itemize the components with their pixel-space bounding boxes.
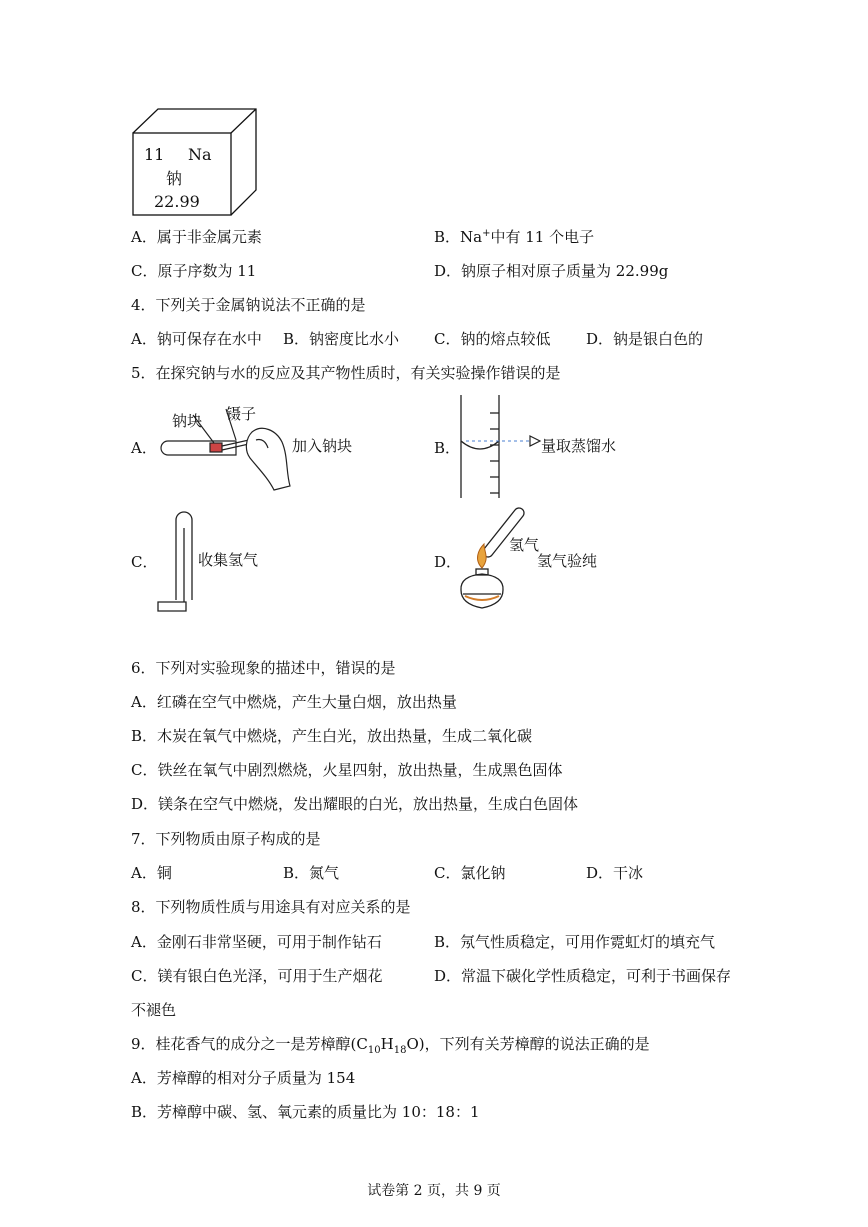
q3-option-c: C．原子序数为 11 [131, 262, 257, 280]
q5-option-c-letter: C． [131, 553, 158, 571]
q4-option-a: A．钠可保存在水中 [131, 330, 262, 348]
q5-stem: 5．在探究钠与水的反应及其产物性质时，有关实验操作错误的是 [131, 364, 561, 382]
q5-option-a-letter: A． [131, 439, 157, 457]
q5-d-hydrogen-tag: 氢气 [509, 536, 540, 554]
q6-stem: 6．下列对实验现象的描述中，错误的是 [131, 659, 396, 677]
q3-option-d: D．钠原子相对原子质量为 22.99g [434, 262, 669, 280]
q8-option-c: C．镁有银白色光泽，可用于生产烟花 [131, 967, 383, 985]
q5-a-tweezers-tag: 镊子 [226, 405, 257, 423]
q5-option-b-letter: B． [434, 439, 461, 457]
q5-option-b-label: 量取蒸馏水 [541, 437, 617, 455]
q4-stem: 4．下列关于金属钠说法不正确的是 [131, 296, 366, 314]
q6-option-b: B．木炭在氧气中燃烧，产生白光，放出热量，生成二氧化碳 [131, 727, 533, 745]
q8-stem: 8．下列物质性质与用途具有对应关系的是 [131, 898, 411, 916]
q5-option-a-label: 加入钠块 [292, 437, 353, 455]
q9-option-b: B．芳樟醇中碳、氢、氧元素的质量比为 10：18：1 [131, 1103, 480, 1121]
q5-option-d-letter: D． [434, 553, 462, 571]
q4-option-b: B．钠密度比水小 [283, 330, 400, 348]
q6-option-d: D．镁条在空气中燃烧，发出耀眼的白光，放出热量，生成白色固体 [131, 795, 579, 813]
q7-option-b: B．氮气 [283, 864, 340, 882]
q3-option-b: B．Na+中有 11 个电子 [434, 228, 595, 246]
element-name: 钠 [166, 169, 183, 188]
q8-option-d-continued: 不褪色 [131, 1001, 177, 1019]
q9-option-a: A．芳樟醇的相对分子质量为 154 [131, 1069, 356, 1087]
q8-option-d: D．常温下碳化学性质稳定，可利于书画保存 [434, 967, 732, 985]
q9-stem: 9．桂花香气的成分之一是芳樟醇$(C_{10}H_{18}O)$，下列有关芳樟醇的说法正确的是 [131, 1035, 650, 1056]
element-atomic-number: 11 [144, 145, 165, 164]
q5-a-sodium-tag: 钠块 [172, 412, 203, 430]
q5-option-c-label: 收集氢气 [198, 551, 259, 569]
element-mass: 22.99 [154, 192, 200, 211]
q3-option-a: A．属于非金属元素 [131, 228, 262, 246]
page-footer: 试卷第 2 页，共 9 页 [367, 1183, 501, 1199]
q4-option-d: D．钠是银白色的 [586, 330, 704, 348]
q5-option-d-label: 氢气验纯 [537, 552, 598, 570]
element-symbol: Na [188, 145, 212, 164]
q7-option-a: A．铜 [131, 864, 172, 882]
q7-option-c: C．氯化钠 [434, 864, 506, 882]
q4-option-c: C．钠的熔点较低 [434, 330, 551, 348]
q6-option-c: C．铁丝在氧气中剧烈燃烧，火星四射，放出热量，生成黑色固体 [131, 761, 563, 779]
q8-option-a: A．金刚石非常坚硬，可用于制作钻石 [131, 933, 382, 951]
q8-option-b: B．氖气性质稳定，可用作霓虹灯的填充气 [434, 933, 716, 951]
q7-stem: 7．下列物质由原子构成的是 [131, 830, 321, 848]
q7-option-d: D．干冰 [586, 864, 644, 882]
q6-option-a: A．红磷在空气中燃烧，产生大量白烟，放出热量 [131, 693, 457, 711]
